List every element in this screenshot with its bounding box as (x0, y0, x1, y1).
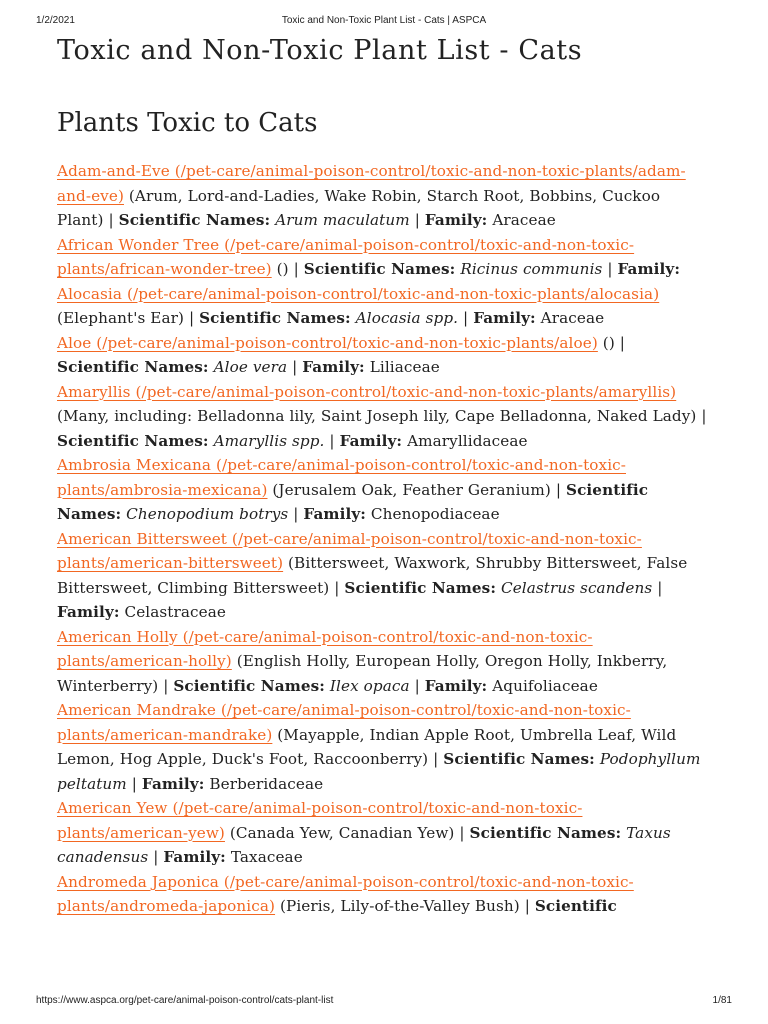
plant-scientific-name: Ilex opaca (329, 676, 410, 695)
family-label: Family: (424, 676, 488, 695)
plant-family: Celastraceae (124, 603, 226, 621)
plant-scientific-name: Amaryllis spp. (213, 431, 325, 450)
scientific-names-label: Scientific Names: (303, 260, 456, 278)
plant-link[interactable]: Adam-and-Eve (/pet-care/animal-poison-control/toxic-and-non-toxic-plants/adam-and-eve) (57, 162, 686, 205)
family-label: Family: (303, 505, 366, 523)
family-label: Family: (339, 431, 403, 450)
family-label: Family: (163, 848, 226, 866)
plant-entry: American Holly (/pet-care/animal-poison-control/toxic-and-non-toxic-plants/american-holly) (English Holly, European Holly, Oregon Holly, Inkberry, Winterberry) | Scientific Names: Ilex opaca | Family: Aquifoliaceae (57, 627, 668, 695)
plant-entry: Adam-and-Eve (/pet-care/animal-poison-control/toxic-and-non-toxic-plants/adam-and-eve) (Arum, Lord-and-Ladies, Wake Robin, Starch Root, Bobbins, Cuckoo Plant) | Scientific Names: Arum maculatum | Family: Araceae (57, 162, 686, 229)
scientific-names-label: Scientific Names: (57, 431, 209, 450)
scientific-names-label: Scientific Names: (57, 358, 209, 376)
plant-entry: Ambrosia Mexicana (/pet-care/animal-poison-control/toxic-and-non-toxic-plants/ambrosia-mexicana) (Jerusalem Oak, Feather Geranium) | Scientific Names: Chenopodium botrys | Family: Chenopodiaceae (57, 456, 649, 523)
plant-common-names: (Canada Yew, Canadian Yew) (224, 823, 455, 842)
plant-link[interactable]: American Holly (/pet-care/animal-poison-control/toxic-and-non-toxic-plants/american-holly) (57, 627, 593, 670)
plant-entry: Aloe (/pet-care/animal-poison-control/toxic-and-non-toxic-plants/aloe) () | Scientific Names: Aloe vera | Family: Liliaceae (57, 333, 626, 376)
page-content (57, 33, 709, 919)
plant-link[interactable]: American Mandrake (/pet-care/animal-poison-control/toxic-and-non-toxic-plants/american-mandrake) (57, 701, 631, 744)
plant-scientific-name: Arum maculatum (275, 211, 410, 229)
family-label: Family: (302, 358, 365, 376)
plant-scientific-name: Aloe vera (213, 358, 288, 376)
plant-common-names: (Jerusalem Oak, Feather Geranium) (267, 480, 551, 499)
plant-entry: American Yew (/pet-care/animal-poison-control/toxic-and-non-toxic-plants/american-yew) (Canada Yew, Canadian Yew) | Scientific Names: Taxus canadensus | Family: Taxaceae (57, 799, 671, 866)
print-document-title: Toxic and Non-Toxic Plant List - Cats | ASPCA (281, 15, 487, 26)
plant-link[interactable]: Alocasia (/pet-care/animal-poison-control/toxic-and-non-toxic-plants/alocasia) (57, 284, 660, 303)
scientific-names-label: Scientific Names: (469, 823, 622, 842)
plant-common-names: (Mayapple, Indian Apple Root, Umbrella Leaf, Wild Lemon, Hog Apple, Duck's Foot, Raccoonberry) (57, 725, 677, 768)
family-label: Family: (617, 260, 681, 278)
plant-family: Araceae (540, 309, 605, 327)
scientific-names-label: Scientific (534, 897, 617, 915)
plant-scientific-name: Taxus canadensus (57, 823, 671, 866)
print-date: 1/2/2021 (36, 15, 75, 26)
scientific-names-label: Scientific Names: (173, 676, 325, 695)
print-url: https://www.aspca.org/pet-care/animal-poison-control/cats-plant-list (36, 995, 334, 1006)
plant-common-names: (Elephant's Ear) (57, 309, 185, 327)
scientific-names-label: Scientific Names: (344, 578, 497, 597)
plant-scientific-name: Alocasia spp. (355, 309, 459, 327)
plant-list (57, 159, 709, 919)
plant-link[interactable]: Aloe (/pet-care/animal-poison-control/toxic-and-non-toxic-plants/aloe) (57, 333, 598, 352)
plant-common-names: () (271, 260, 289, 278)
page-title: Toxic and Non-Toxic Plant List - Cats (57, 35, 583, 66)
plant-link[interactable]: American Yew (/pet-care/animal-poison-control/toxic-and-non-toxic-plants/american-yew) (57, 799, 583, 842)
plant-family: Taxaceae (230, 848, 303, 866)
plant-family: Araceae (492, 211, 556, 229)
plant-scientific-name: Ricinus communis (460, 260, 603, 278)
page-number: 1/81 (712, 995, 732, 1006)
plant-common-names: (English Holly, European Holly, Oregon Holly, Inkberry, Winterberry) (57, 652, 668, 695)
scientific-names-label: Scientific Names: (118, 211, 271, 229)
plant-family: Liliaceae (369, 358, 440, 376)
plant-common-names: (Many, including: Belladonna lily, Saint Joseph lily, Cape Belladonna, Naked Lady) (57, 407, 697, 425)
family-label: Family: (141, 774, 205, 793)
plant-scientific-name: Podophyllum peltatum (57, 750, 701, 793)
plant-entry: African Wonder Tree (/pet-care/animal-poison-control/toxic-and-non-toxic-plants/african-wonder-tree) () | Scientific Names: Ricinus communis | Family: (57, 235, 681, 278)
plant-entry: American Bittersweet (/pet-care/animal-poison-control/toxic-and-non-toxic-plants/american-bittersweet) (Bittersweet, Waxwork, Shrubby Bittersweet, False Bittersweet, Climbing Bittersweet) | Scientific Names: Celastrus scandens | Family: Celastraceae (57, 529, 688, 621)
plant-common-names: (Bittersweet, Waxwork, Shrubby Bittersweet, False Bittersweet, Climbing Bittersweet) (57, 554, 688, 597)
plant-entry: American Mandrake (/pet-care/animal-poison-control/toxic-and-non-toxic-plants/american-mandrake) (Mayapple, Indian Apple Root, Umbrella Leaf, Wild Lemon, Hog Apple, Duck's Foot, Raccoonberry) | Scientific Names: Podophyllum peltatum | Family: Berberidaceae (57, 701, 701, 793)
family-label: Family: (57, 603, 120, 621)
plant-common-names: (Arum, Lord-and-Ladies, Wake Robin, Starch Root, Bobbins, Cuckoo Plant) (57, 186, 661, 229)
scientific-names-label: Scientific Names: (57, 480, 649, 523)
plant-scientific-name: Celastrus scandens (500, 578, 653, 597)
print-header (36, 15, 732, 29)
family-label: Family: (473, 309, 536, 327)
plant-link[interactable]: American Bittersweet (/pet-care/animal-poison-control/toxic-and-non-toxic-plants/american-bittersweet) (57, 529, 642, 572)
scientific-names-label: Scientific Names: (443, 750, 595, 768)
plant-family: Aquifoliaceae (492, 676, 598, 695)
scientific-names-label: Scientific Names: (199, 309, 351, 327)
plant-entry: Andromeda Japonica (/pet-care/animal-poison-control/toxic-and-non-toxic-plants/andromeda-japonica) (Pieris, Lily-of-the-Valley Bush) | Scientific (57, 872, 634, 915)
plant-family: Amaryllidaceae (407, 431, 528, 450)
print-footer (36, 995, 732, 1009)
plant-link[interactable]: Andromeda Japonica (/pet-care/animal-poison-control/toxic-and-non-toxic-plants/andromeda-japonica) (57, 872, 634, 915)
plant-family: Chenopodiaceae (370, 505, 500, 523)
plant-entry: Alocasia (/pet-care/animal-poison-control/toxic-and-non-toxic-plants/alocasia) (Elephant's Ear) | Scientific Names: Alocasia spp. | Family: Araceae (57, 284, 660, 327)
family-label: Family: (424, 211, 488, 229)
plant-link[interactable]: Amaryllis (/pet-care/animal-poison-control/toxic-and-non-toxic-plants/amaryllis) (57, 382, 677, 401)
plant-common-names: (Pieris, Lily-of-the-Valley Bush) (275, 897, 520, 915)
plant-link[interactable]: African Wonder Tree (/pet-care/animal-poison-control/toxic-and-non-toxic-plants/african-wonder-tree) (57, 235, 635, 278)
section-heading: Plants Toxic to Cats (57, 108, 318, 138)
plant-common-names: () (597, 333, 615, 352)
plant-link[interactable]: Ambrosia Mexicana (/pet-care/animal-poison-control/toxic-and-non-toxic-plants/ambrosia-mexicana) (57, 456, 626, 499)
plant-family: Berberidaceae (209, 774, 324, 793)
plant-entry: Amaryllis (/pet-care/animal-poison-control/toxic-and-non-toxic-plants/amaryllis) (Many, including: Belladonna lily, Saint Joseph lily, Cape Belladonna, Naked Lady) | Scientific Names: Amaryllis spp. | Family: Amaryllidaceae (57, 382, 707, 450)
plant-scientific-name: Chenopodium botrys (126, 505, 289, 523)
